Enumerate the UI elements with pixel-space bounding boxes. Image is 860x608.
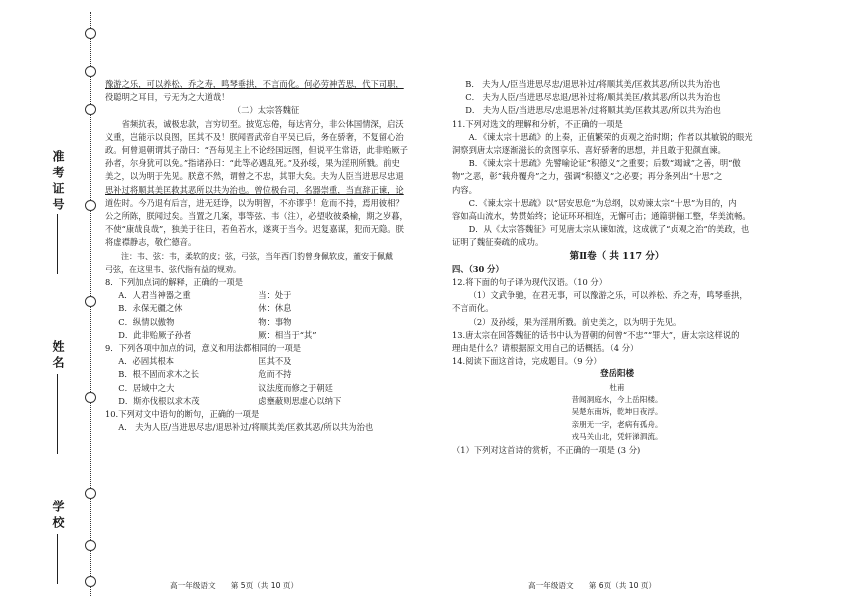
question-14: 14.阅读下面这首诗，完成题目。（9 分）: [452, 356, 602, 367]
q9-option-c[interactable]: C．居域中之大 议法度而修之于朝廷: [118, 382, 333, 393]
poem-line: 昔闻洞庭水，今上岳阳楼。: [571, 395, 663, 405]
q10-option-b[interactable]: B． 夫为人/臣当进思尽忠/退思补过/将顺其美/匡救其恶/所以共为治也: [465, 79, 721, 89]
q11-option-b-cont: 内容。: [452, 184, 477, 195]
binding-hole-icon: [85, 296, 96, 307]
q8-option-a[interactable]: A．人君当神器之重 当：处于: [118, 290, 292, 301]
question-13: 13.唐太宗在回答魏征的话书中认为晋朝的何曾“不忠”“罪大”，唐太宗这样说的: [452, 329, 740, 340]
binding-margin: [0, 0, 100, 608]
text-line: 公之所陈，朕闻过矣。当置之几案，事等弦、韦（注），必望收彼桑榆，期之岁暮，: [105, 211, 408, 222]
text-line: 义重，岂能示以良图，匡其不及！朕闻晋武帝自平吴已后，务在骄奢，不复留心治: [105, 131, 404, 142]
q11-option-a-cont: 洞察到唐太宗逐渐滋长的贪图享乐、喜好骄奢的思想，并且敢于犯颜直谏。: [452, 145, 726, 156]
q8-option-b[interactable]: B．永保无疆之休 休：休息: [118, 303, 292, 314]
poem-line: 戎马关山北，凭轩涕泗流。: [571, 432, 663, 442]
binding-hole-icon: [85, 104, 96, 115]
section-4-title: 四、（30 分）: [452, 263, 504, 274]
page-6-column: [452, 78, 782, 457]
footnote-line: 弓弦，在这里韦、弦代指有益的规劝。: [105, 264, 241, 274]
school-label: 学校: [51, 500, 65, 532]
text-line: 政。何曾退朝谓其子劭曰：“吾每见主上不论经国远图，但说平生常语，此非贻厥子: [105, 145, 408, 156]
footer-page: 第 5页（共 10 页）: [230, 581, 299, 590]
q11-option-b-cont: 物”之恶，彰“载舟覆舟”之力，强调“积德义”之必要；再分条列出“十思”之: [452, 171, 723, 182]
q11-option-c[interactable]: C．《谏太宗十思疏》以“居安思危”为总纲，以劝谏太宗“十思”为目的，内: [468, 197, 737, 208]
name-blank[interactable]: [57, 374, 58, 454]
q11-option-c-cont: 容如高山流水，势贯始终；论证环环相连，无懈可击；通篇骈俪工整，华美流畅。: [452, 211, 751, 222]
footnote-line: 注：韦、弦：韦，柔软的皮；弦，弓弦，当年西门豹曾身佩软皮，董安于佩戴: [121, 251, 393, 261]
question-10: 10.下列对文中语句的断句，正确的一项是: [105, 409, 260, 420]
binding-hole-icon: [85, 66, 96, 77]
question-14-1: （1）下列对这首诗的赏析，不正确的一项是 (3 分): [452, 444, 641, 455]
q8-option-d[interactable]: D．此非贻厥子孙者 厥：相当于“其”: [118, 329, 317, 340]
binding-hole-icon: [85, 576, 96, 587]
text-line: 省频抗表，诚极忠款，言穷切至。披览忘倦，每达宵分，非公体国情深，启沃: [121, 118, 404, 129]
poem-line: 亲朋无一字，老病有孤舟。: [571, 419, 663, 429]
binding-hole-icon: [85, 28, 96, 39]
question-11: 11.下列对选文的理解和分析，不正确的一项是: [452, 118, 623, 129]
exam-id-label: 准考证号: [51, 150, 65, 214]
q10-option-c[interactable]: C． 夫为人臣/当进思尽忠退/思补过将/顺其美匡/救其恶/所以共为治也: [465, 92, 721, 103]
poem-author: 杜甫: [609, 382, 625, 392]
q9-option-b[interactable]: B．根不固而求木之长 危而不持: [118, 369, 292, 380]
question-12: 12.将下面的句子译为现代汉语。（10 分）: [452, 277, 607, 288]
exam-id-blank[interactable]: [57, 214, 58, 274]
binding-hole-icon: [85, 200, 96, 211]
page-5-footer: [170, 580, 298, 591]
footer-page: 第 6页（共 10 页）: [588, 581, 657, 590]
q9-option-d[interactable]: D．斯亦伐根以求木茂 虑壅蔽则思虚心以纳下: [118, 395, 342, 406]
question-8: 8．下列加点词的解释，正确的一项是: [105, 277, 244, 288]
page-5-column: [105, 78, 427, 434]
binding-hole-icon: [85, 540, 96, 551]
footer-subject: 高一年级语文: [170, 581, 216, 590]
q11-option-d[interactable]: D．从《太宗答魏征》可见唐太宗从谏如流，这成就了“贞观之治”的美政，也: [468, 224, 750, 235]
q9-option-a[interactable]: A．必固其根本 匡其不及: [118, 356, 292, 367]
page-6-footer: [528, 580, 656, 591]
binding-hole-icon: [85, 488, 96, 499]
q11-option-d-cont: 证明了魏征奏疏的成功。: [452, 237, 544, 248]
poem-line: 吴楚东南坼，乾坤日夜浮。: [571, 407, 663, 417]
q12-item-2: （2）及孙绥，果为淫刑所戮。前史美之，以为明于先见。: [468, 316, 682, 327]
text-line: 道佐时。今乃退有后言，进无廷诤，以为明智，不亦谬乎！危而不持，焉用彼相？: [105, 197, 404, 208]
section-heading: （二）太宗答魏征: [232, 105, 300, 116]
binding-hole-icon: [85, 392, 96, 403]
q12-item-1-cont: 不言而化。: [452, 303, 494, 314]
q8-option-c[interactable]: C．纵情以傲物 物：事物: [118, 316, 292, 327]
question-13-cont: 理由是什么？请根据原文用自己的话概括。（4 分）: [452, 343, 639, 354]
question-9: 9．下列各项中加点的词，意义和用法都相同的一项是: [105, 343, 302, 354]
text-line: 不使“康哉良哉”，独美于往日，若鱼若水，遂爽于当今。迟复嘉谋，犯而无隐。朕: [105, 224, 404, 235]
poem-title: 登岳阳楼: [599, 369, 634, 380]
text-line: 美之，以为明于先见。朕意不然，谓曾之不忠，其罪大矣。夫为人臣当进思尽忠退: [105, 171, 404, 182]
q10-option-d[interactable]: D． 夫为人臣/当进思尽/忠退思补/过将顺其美/匡救其恶/所以共为治也: [465, 105, 721, 116]
name-label: 姓名: [51, 340, 65, 372]
q11-option-b[interactable]: B．《谏太宗十思疏》先譬喻论证“积德义”之重要；后数“竭诚”之善，明“傲: [468, 158, 741, 169]
part-2-title: 第Ⅱ卷（ 共 117 分）: [569, 250, 665, 262]
school-blank[interactable]: [57, 534, 58, 584]
footer-subject: 高一年级语文: [528, 581, 574, 590]
text-line: 孙者，尔身犹可以免。”指诸孙曰：“此等必遇乱死。”及孙绥，果为淫刑所戮。前史: [105, 158, 400, 169]
text-line: 将虚襟静志，敬伫德音。: [105, 237, 197, 248]
q11-option-a[interactable]: A．《谏太宗十思疏》的上奏，正值繁荣的贞观之治时期；作者以其敏锐的眼光: [468, 131, 753, 142]
text-line: 豫游之乐，可以养松、乔之寿，鸣琴垂拱，不言而化。何必劳神苦思，代下司职，: [105, 79, 404, 89]
text-line: 役聪明之耳目，亏无为之大道哉！: [105, 92, 230, 103]
q12-item-1: （1）文武争驰，在君无事，可以豫游之乐，可以养松、乔之寿，鸣琴垂拱，: [468, 290, 748, 301]
text-line: 思补过将顺其美匡救其恶所以共为治也。曾位极台司，名器崇重，当直辞正谏，论: [105, 184, 404, 195]
q10-option-a[interactable]: A． 夫为人臣/当进思尽忠/退思补过/将顺其美/匡救其恶/所以共为治也: [118, 422, 374, 433]
